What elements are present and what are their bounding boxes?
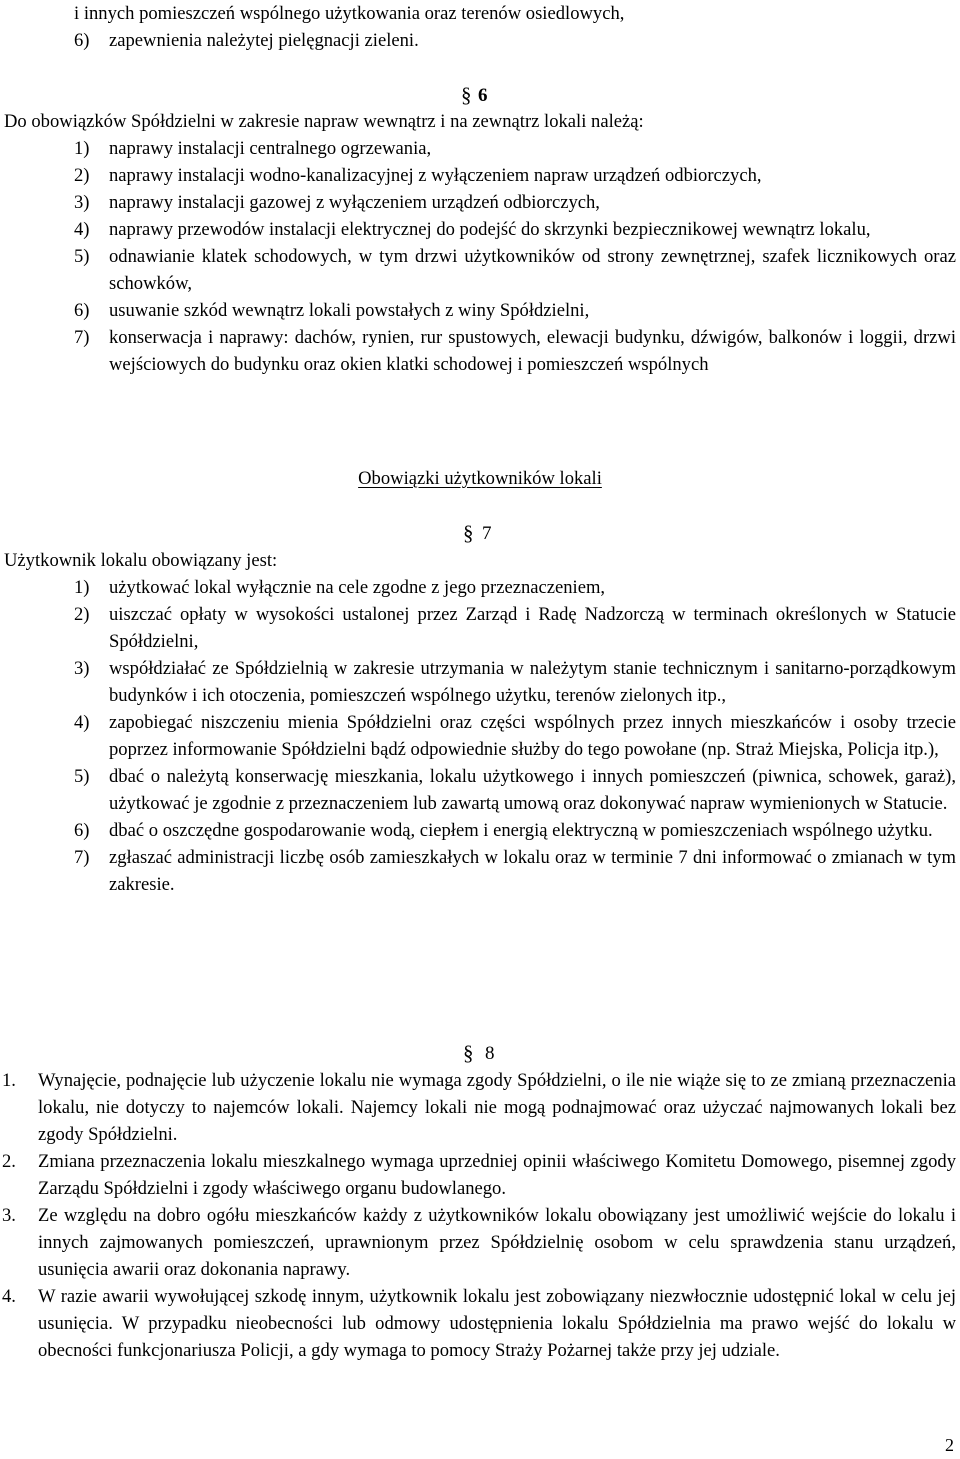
section-6-body — [0, 108, 960, 378]
list-item-text: Zmiana przeznaczenia lokalu mieszkalnego wymaga uprzedniej opinii właściwego Komitetu Domowego, pisemnej zgody Zarządu Spółdzielni i zgody właściwego organu budowlanego. — [38, 1151, 956, 1199]
list-item — [0, 1148, 960, 1202]
users-heading-block — [0, 465, 960, 492]
list-item — [0, 1283, 960, 1364]
page-number: 2 — [945, 1435, 954, 1455]
list-item-text: naprawy przewodów instalacji elektrycznej do podejść do skrzynki bezpiecznikowej wewnątrz lokalu, — [109, 219, 871, 240]
list-item — [0, 135, 960, 162]
list-item-number: 6) — [74, 30, 90, 51]
section-7-body — [0, 547, 960, 898]
list-item — [0, 709, 960, 763]
section-6-heading — [0, 82, 960, 109]
list-item — [0, 162, 960, 189]
list-item-text: współdziałać ze Spółdzielnią w zakresie utrzymania w należytym stanie technicznym i sanitarno-porządkowym budynków i ich otoczenia, pomieszczeń wspólnego użytku, terenów zielonych itp., — [109, 658, 956, 706]
list-item-text: naprawy instalacji centralnego ogrzewania, — [109, 138, 432, 159]
list-item-text: zgłaszać administracji liczbę osób zamieszkałych w lokalu oraz w terminie 7 dni informować o zmianach w tym zakresie. — [109, 847, 956, 895]
section-7-heading — [0, 520, 960, 547]
list-item-number: 3) — [74, 192, 90, 213]
list-item — [0, 0, 960, 27]
list-item-text: usuwanie szkód wewnątrz lokali powstałych z winy Spółdzielni, — [109, 300, 590, 321]
list-item-number: 7) — [74, 847, 90, 868]
list-item-number: 6) — [74, 820, 90, 841]
list-item-text: konserwacja i naprawy: dachów, rynien, rur spustowych, elewacji budynku, dźwigów, balkonów i loggii, drzwi wejściowych do budynku oraz okien klatki schodowej i pomieszczeń wspólnych — [109, 327, 956, 375]
list-item-text: naprawy instalacji gazowej z wyłączeniem urządzeń odbiorczych, — [109, 192, 600, 213]
list-item-number: 3) — [74, 658, 90, 679]
list-item-text: odnawianie klatek schodowych, w tym drzwi użytkowników od strony zewnętrznej, szafek licznikowych oraz schowków, — [109, 246, 956, 294]
list-item-text: uiszczać opłaty w wysokości ustalonej przez Zarząd i Radę Nadzorczą w terminach określonych w Statucie Spółdzielni, — [109, 604, 956, 652]
section-8-heading — [0, 1040, 960, 1067]
list-item-number: 3. — [2, 1205, 16, 1226]
list-item — [0, 601, 960, 655]
list-item — [0, 655, 960, 709]
list-item-text: W razie awarii wywołującej szkodę innym, użytkownik lokalu jest zobowiązany niezwłocznie udostępnić lokal w celu jej usunięcia. W przypadku nieobecności lub odmowy udostępnienia lokalu Spółdzielnia ma prawo wejść do lokalu w obecności funkcjonariusza Policji, a gdy wymaga to pomocy Straży Pożarnej także przy jej udziale. — [38, 1286, 956, 1361]
list-item-number: 4. — [2, 1286, 16, 1307]
section-mark: § — [463, 521, 474, 545]
list-item — [0, 189, 960, 216]
section-mark: § — [463, 1041, 474, 1065]
list-item-text: dbać o oszczędne gospodarowanie wodą, ciepłem i energią elektryczną w pomieszczeniach wspólnego użytku. — [109, 820, 933, 841]
section-8-body — [0, 1067, 960, 1364]
list-item — [0, 297, 960, 324]
list-item-number: 2. — [2, 1151, 16, 1172]
list-item — [0, 844, 960, 898]
list-item-text: naprawy instalacji wodno-kanalizacyjnej z wyłączeniem napraw urządzeń odbiorczych, — [109, 165, 762, 186]
section-number: 7 — [482, 523, 492, 544]
list-item — [0, 243, 960, 297]
list-item-number: 1) — [74, 577, 90, 598]
section-number: 6 — [478, 85, 488, 106]
list-item — [0, 817, 960, 844]
list-item-text: użytkować lokal wyłącznie na cele zgodne z jego przeznaczeniem, — [109, 577, 606, 598]
list-item-text: zapewnienia należytej pielęgnacji zieleni. — [109, 30, 419, 51]
list-item-text: Ze względu na dobro ogółu mieszkańców każdy z użytkowników lokalu obowiązany jest umożliwić wejście do lokalu i innych zajmowanych pomieszczeń, uprawnionym przez Spółdzielnię osobom w celu sprawdzenia stanu urządzeń, usunięcia awarii oraz dokonania naprawy. — [38, 1205, 956, 1280]
users-heading: Obowiązki użytkowników lokali — [358, 468, 602, 489]
list-item-number: 2) — [74, 604, 90, 625]
list-item-text: dbać o należytą konserwację mieszkania, lokalu użytkowego i innych pomieszczeń (piwnica, schowek, garaż), użytkować je zgodnie z przeznaczeniem lub zawartą umową oraz dokonywać napraw wymienionych w Statucie. — [109, 766, 956, 814]
list-item-number: 4) — [74, 219, 90, 240]
list-item — [0, 1202, 960, 1283]
section-number: 8 — [485, 1043, 495, 1064]
list-item-number: 6) — [74, 300, 90, 321]
list-item-number: 2) — [74, 165, 90, 186]
list-item-number: 5) — [74, 246, 90, 267]
list-item-text: Wynajęcie, podnajęcie lub użyczenie lokalu nie wymaga zgody Spółdzielni, o ile nie wiąże się to ze zmianą przeznaczenia lokalu, nie dotyczy to najemców lokali. Najemcy lokali nie mogą podnajmować oraz użyczać najmowanych lokali bez zgody Spółdzielni. — [38, 1070, 956, 1145]
section-mark: § — [461, 83, 472, 107]
list-item — [0, 763, 960, 817]
list-item-text: i innych pomieszczeń wspólnego użytkowania oraz terenów osiedlowych, — [74, 3, 625, 24]
section-intro: Do obowiązków Spółdzielni w zakresie napraw wewnątrz i na zewnątrz lokali należą: — [4, 111, 644, 132]
list-item — [0, 1067, 960, 1148]
list-item — [0, 574, 960, 601]
list-item — [0, 216, 960, 243]
list-item — [0, 27, 960, 54]
list-item-number: 1. — [2, 1070, 16, 1091]
list-item-number: 4) — [74, 712, 90, 733]
top-continuation — [0, 0, 960, 54]
section-intro: Użytkownik lokalu obowiązany jest: — [4, 550, 278, 571]
list-item — [0, 324, 960, 378]
list-item-number: 5) — [74, 766, 90, 787]
list-item-text: zapobiegać niszczeniu mienia Spółdzielni oraz części wspólnych przez innych mieszkańców i osoby trzecie poprzez informowanie Spółdzielni bądź odpowiednie służby do tego powołane (np. Straż Miejska, Policja itp.), — [109, 712, 956, 760]
list-item-number: 1) — [74, 138, 90, 159]
list-item-number: 7) — [74, 327, 90, 348]
